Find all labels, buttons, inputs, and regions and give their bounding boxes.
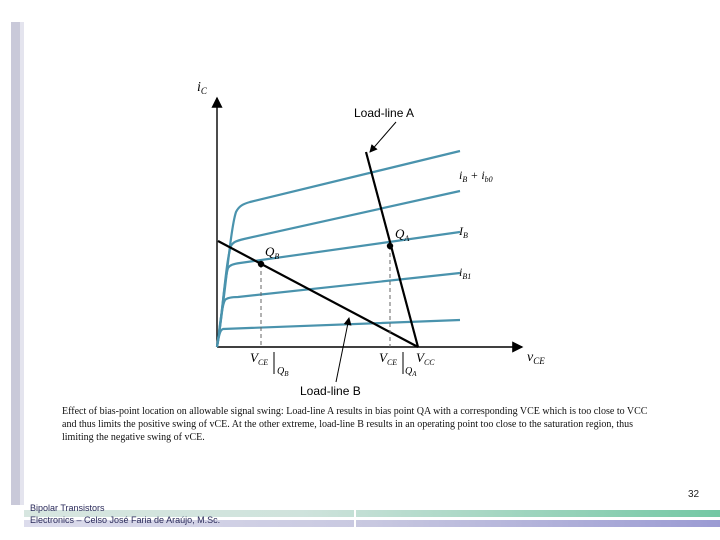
curve-label: $i_B + i_{b0}$ — [459, 168, 493, 184]
load-line-a — [366, 152, 418, 347]
axis-y-label: $i_C$ — [197, 80, 207, 96]
bias-point-qa — [387, 243, 393, 249]
vce-qa-eval: $Q_A$ — [405, 366, 417, 378]
page-number: 32 — [688, 489, 700, 500]
footer-course-title: Bipolar Transistors — [30, 503, 105, 513]
vce-qa-label: $V_{CE}$ — [379, 350, 398, 367]
load-line-a-pointer — [370, 122, 396, 152]
characteristic-curve — [217, 320, 460, 347]
characteristic-curves — [217, 151, 460, 347]
load-line-b-label: Load-line B — [300, 384, 361, 398]
bias-point-qb — [258, 261, 264, 267]
load-line-b — [218, 241, 418, 347]
load-line-a-label: Load-line A — [354, 106, 415, 120]
qa-label: $Q_A$ — [395, 226, 410, 243]
curve-label: $I_B$ — [459, 224, 468, 240]
load-line-b-pointer — [336, 318, 349, 382]
curve-label: $i_{B1}$ — [459, 265, 472, 281]
figure-caption: Effect of bias-point location on allowable signal swing: Load-line A results in bias point QA with a corresponding VCE which is too close to VCC and thus limits the positive swing of vCE. At the other extreme, load-line B results in an operating point too close to the saturation region, thus limiting the negative swing of vCE. — [62, 406, 648, 443]
qb-label: $Q_B$ — [265, 244, 280, 261]
footer-author: Electronics – Celso José Faria de Araújo, M.Sc. — [30, 515, 221, 525]
vce-qb-label: $V_{CE}$ — [250, 350, 269, 367]
axis-x-label: $v_{CE}$ — [527, 350, 545, 366]
vcc-label: $V_{CC}$ — [416, 350, 435, 367]
characteristic-curve — [217, 273, 460, 347]
characteristic-curve — [217, 232, 460, 347]
vce-qb-eval: $Q_B$ — [277, 366, 289, 378]
